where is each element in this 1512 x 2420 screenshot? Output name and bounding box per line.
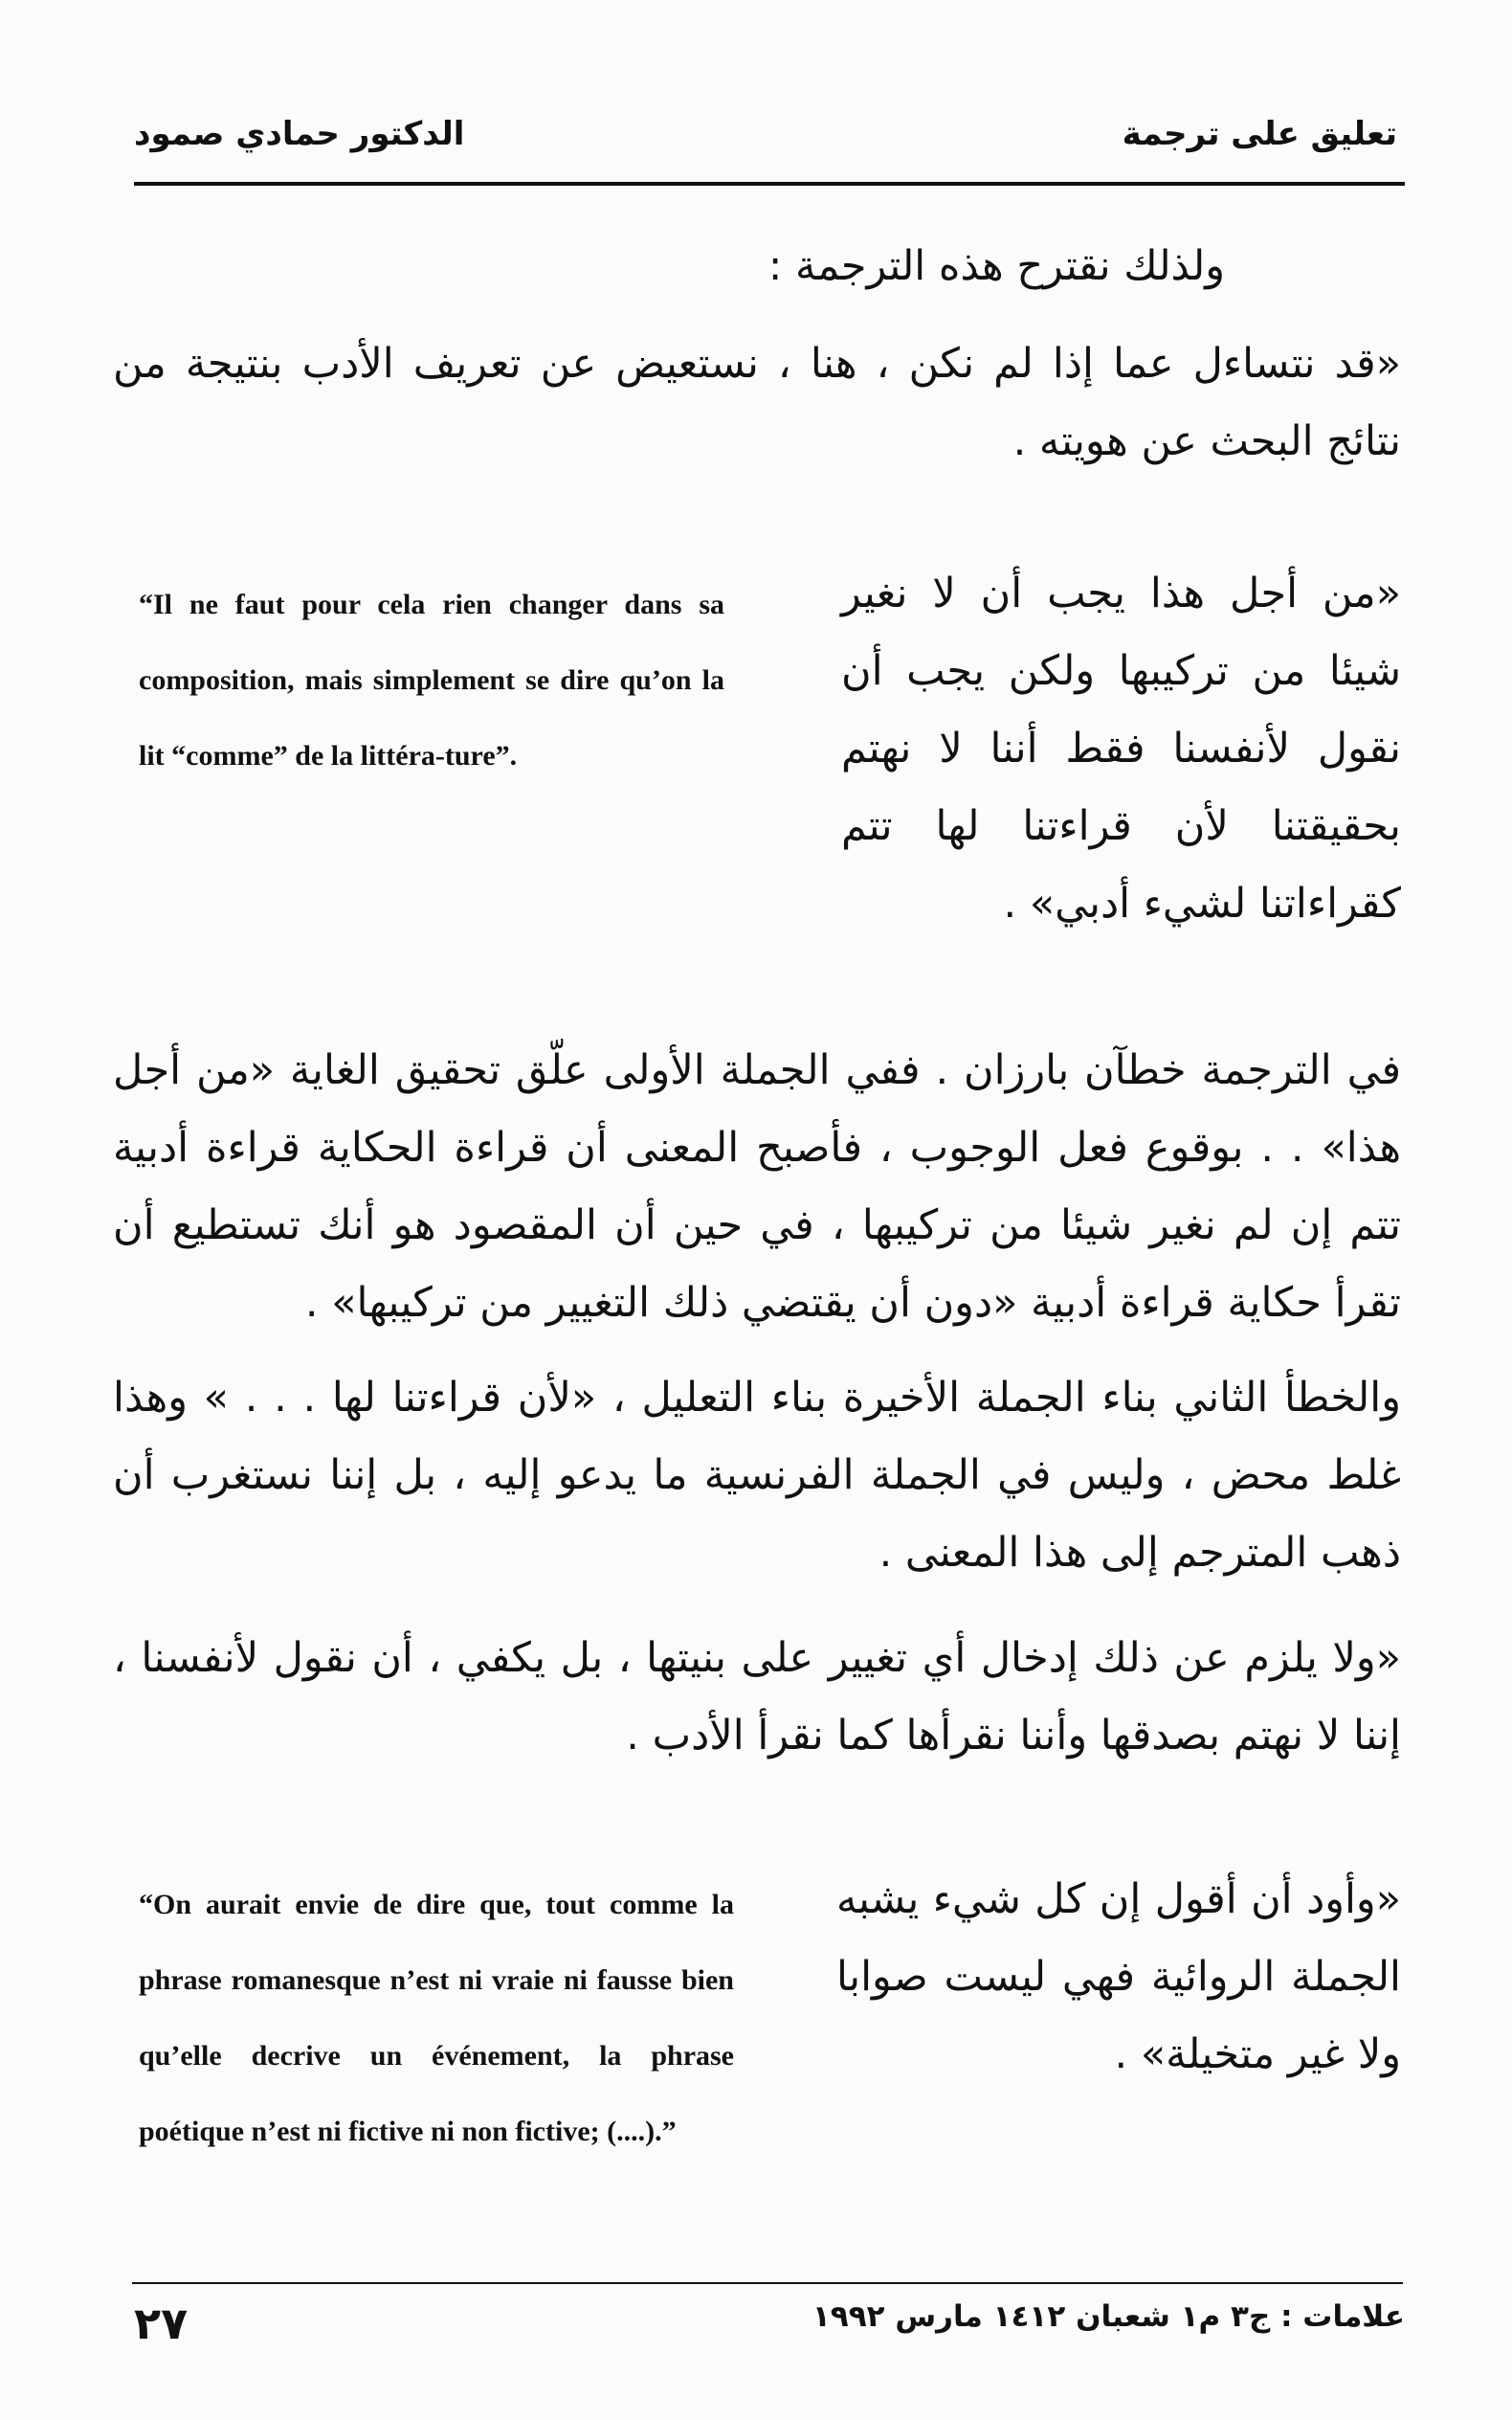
proposed-translation: «قد نتساءل عما إذا لم نكن ، هنا ، نستعيض عن تعريف الأدب بنتيجة من نتائج البحث عن هويته .	[113, 340, 1401, 465]
running-title: تعليق على ترجمة	[1122, 115, 1397, 153]
running-header	[134, 115, 1397, 153]
page-number: ٢٧	[134, 2297, 189, 2349]
running-author: الدكتور حمادي صمود	[134, 115, 465, 153]
quote-french-2: “On aurait envie de dire que, tout comme la phrase romanesque n’est ni vraie ni fausse bien qu’elle decrive un événement, la phrase poétique n’est ni fictive ni non fictive; (....).”	[139, 1889, 734, 2147]
footer-rule	[132, 2282, 1403, 2284]
quote-french-1: “Il ne faut pour cela rien changer dans sa composition, mais simplement se dire qu’on la lit “comme” de la littéra-ture”.	[139, 589, 724, 772]
journal-reference: علامات : ج٣ م١ شعبان ١٤١٢ مارس ١٩٩٢	[812, 2299, 1405, 2334]
header-rule	[134, 182, 1405, 186]
paragraph-errors: في الترجمة خطآن بارزان . ففي الجملة الأولى علّق تحقيق الغاية «من أجل هذا» . . بوقوع فعل الوجوب ، فأصبح المعنى أن قراءة الحكاية قراءة أدبية تتم إن لم نغير شيئا من تركيبها ، في حين أن المقصود هو أنك تستطيع أن تقرأ حكاية قراءة أدبية «دون أن يقتضي ذلك التغيير من تركيبها» .	[113, 1046, 1401, 1327]
paragraph-second-error: والخطأ الثاني بناء الجملة الأخيرة بناء التعليل ، «لأن قراءتنا لها . . . » وهذا غلط محض ، وليس في الجملة الفرنسية ما يدعو إليه ، بل إننا نستغرب أن ذهب المترجم إلى هذا المعنى .	[113, 1374, 1401, 1577]
intro-line: ولذلك نقترح هذه الترجمة :	[767, 242, 1225, 290]
quote-arabic-2: «وأود أن أقول إن كل شيء يشبه الجملة الروائية فهي ليست صوابا ولا غير متخيلة» .	[836, 1875, 1401, 2078]
quote-arabic-1: «من أجل هذا يجب أن لا نغير شيئا من تركيبها ولكن يجب أن نقول لأنفسنا فقط أننا لا نهتم بحقيقتنا لأن قراءتنا لها تتم كقراءاتنا لشيء أدبي» .	[841, 570, 1401, 928]
paragraph-corrected: «ولا يلزم عن ذلك إدخال أي تغيير على بنيتها ، بل يكفي ، أن نقول لأنفسنا ، إننا لا نهتم بصدقها وأننا نقرأها كما نقرأ الأدب .	[113, 1634, 1401, 1759]
